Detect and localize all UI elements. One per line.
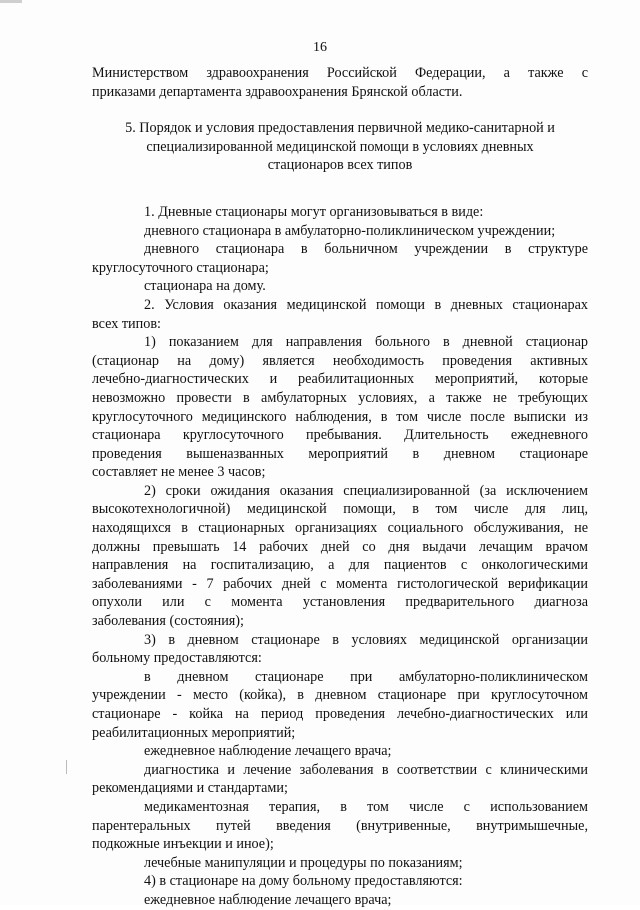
- spacer: [92, 193, 588, 203]
- paragraph-line: больному предоставляются:: [92, 650, 262, 667]
- paragraph: [92, 222, 588, 241]
- paragraph-line: направления на госпитализацию, а для пациентов с онкологическими: [92, 557, 588, 574]
- intro-line: Министерством здравоохранения Российской Федерации, а также с: [92, 65, 588, 81]
- paragraph-line: стационара круглосуточного пребывания. Длительность ежедневного: [92, 427, 588, 444]
- paragraph-line: учреждении - место (койка), в дневном стационаре при круглосуточном: [92, 687, 588, 704]
- paragraph: [92, 891, 588, 910]
- spacer: [92, 101, 588, 119]
- paragraph-line: (стационар на дому) является необходимость проведения активных: [92, 352, 588, 369]
- paragraph-line: заболеваниями - 7 рабочих дней с момента гистологической верификации: [92, 575, 588, 592]
- paragraph-line: 4) в стационаре на дому больному предоставляются:: [144, 873, 463, 890]
- paragraph: [92, 277, 588, 296]
- paragraph-line: диагностика и лечение заболевания в соответствии с клиническими: [144, 761, 588, 778]
- paragraph: [92, 854, 588, 873]
- paragraph-line: заболевания (состояния);: [92, 613, 244, 630]
- section-title-line: стационаров всех типов: [267, 157, 413, 174]
- intro-paragraph: [92, 64, 588, 101]
- paragraph-line: составляет не менее 3 часов;: [92, 464, 266, 481]
- intro-line: приказами департамента здравоохранения Брянской области.: [92, 83, 463, 100]
- paragraph-line: находящихся в стационарных организациях социального обслуживания, не: [92, 520, 588, 537]
- paragraph-line: 2. Условия оказания медицинской помощи в дневных стационарах: [144, 296, 588, 313]
- paragraph-line: 1) показанием для направления больного в дневной стационар: [144, 334, 588, 351]
- paragraph: [92, 872, 588, 891]
- page-number: 16: [313, 40, 327, 55]
- paragraph: [92, 296, 588, 333]
- paragraph: [92, 333, 588, 482]
- section-title-line: специализированной медицинской помощи в условиях дневных: [146, 138, 534, 155]
- paragraph-line: парентеральных путей введения (внутривенные, внутримышечные,: [92, 817, 588, 834]
- paragraph-line: опухоли или с момента установления предварительного диагноза: [92, 594, 588, 611]
- paragraph-line: ежедневное наблюдение лечащего врача;: [144, 891, 392, 908]
- paragraph-line: лечебно-диагностических и реабилитационных мероприятий, которые: [92, 371, 588, 388]
- section-title-line: 5. Порядок и условия предоставления первичной медико-санитарной и: [125, 120, 555, 137]
- paragraph-line: всех типов:: [92, 315, 161, 332]
- paragraph-line: в дневном стационаре при амбулаторно-поликлиническом: [144, 668, 588, 685]
- paragraph-line: круглосуточного стационара;: [92, 259, 269, 276]
- paragraph-line: высокотехнологичной) медицинской помощи, в том числе для лиц,: [92, 501, 588, 518]
- document-body: [92, 64, 588, 910]
- paragraph-line: стационара на дому.: [144, 278, 266, 295]
- paragraph-line: ежедневное наблюдение лечащего врача;: [144, 743, 392, 760]
- paragraph-line: рекомендациями и стандартами;: [92, 780, 288, 797]
- paragraph-line: 2) сроки ожидания оказания специализированной (за исключением: [144, 482, 588, 499]
- paragraph-line: должны превышать 14 рабочих дней со дня выдачи лечащим врачом: [92, 538, 588, 555]
- scan-corner-mark: [0, 0, 22, 3]
- paragraph-line: дневного стационара в амбулаторно-поликлиническом учреждении;: [144, 222, 556, 239]
- section-title: [92, 119, 588, 175]
- paragraph: [92, 482, 588, 631]
- paragraph: [92, 761, 588, 798]
- paragraph-line: дневного стационара в больничном учреждении в структуре: [144, 241, 588, 258]
- paragraph-line: реабилитационных мероприятий;: [92, 724, 296, 741]
- scan-margin-mark: [66, 760, 67, 774]
- paragraph-line: стационаре - койка на период проведения лечебно-диагностических или: [92, 706, 588, 722]
- paragraph-line: подкожные инъекции и иное);: [92, 836, 274, 853]
- paragraph-line: 3) в дневном стационаре в условиях медицинской организации: [144, 631, 588, 648]
- paragraph: [92, 631, 588, 668]
- paragraph-line: проведения вышеназванных мероприятий в дневном стационаре: [92, 445, 588, 462]
- paragraph-line: лечебные манипуляции и процедуры по показаниям;: [144, 854, 463, 871]
- paragraph-line: невозможно провести в амбулаторных условиях, а также не требующих: [92, 389, 588, 406]
- paragraph: [92, 798, 588, 854]
- paragraph-line: 1. Дневные стационары могут организовываться в виде:: [144, 203, 484, 220]
- paragraph-line: медикаментозная терапия, в том числе с использованием: [144, 798, 588, 815]
- paragraph: [92, 742, 588, 761]
- spacer: [92, 175, 588, 193]
- paragraph-list: [92, 203, 588, 910]
- paragraph: [92, 240, 588, 277]
- paragraph-line: круглосуточного медицинского наблюдения, в том числе после выписки из: [92, 408, 588, 425]
- paragraph: [92, 668, 588, 742]
- paragraph: [92, 203, 588, 222]
